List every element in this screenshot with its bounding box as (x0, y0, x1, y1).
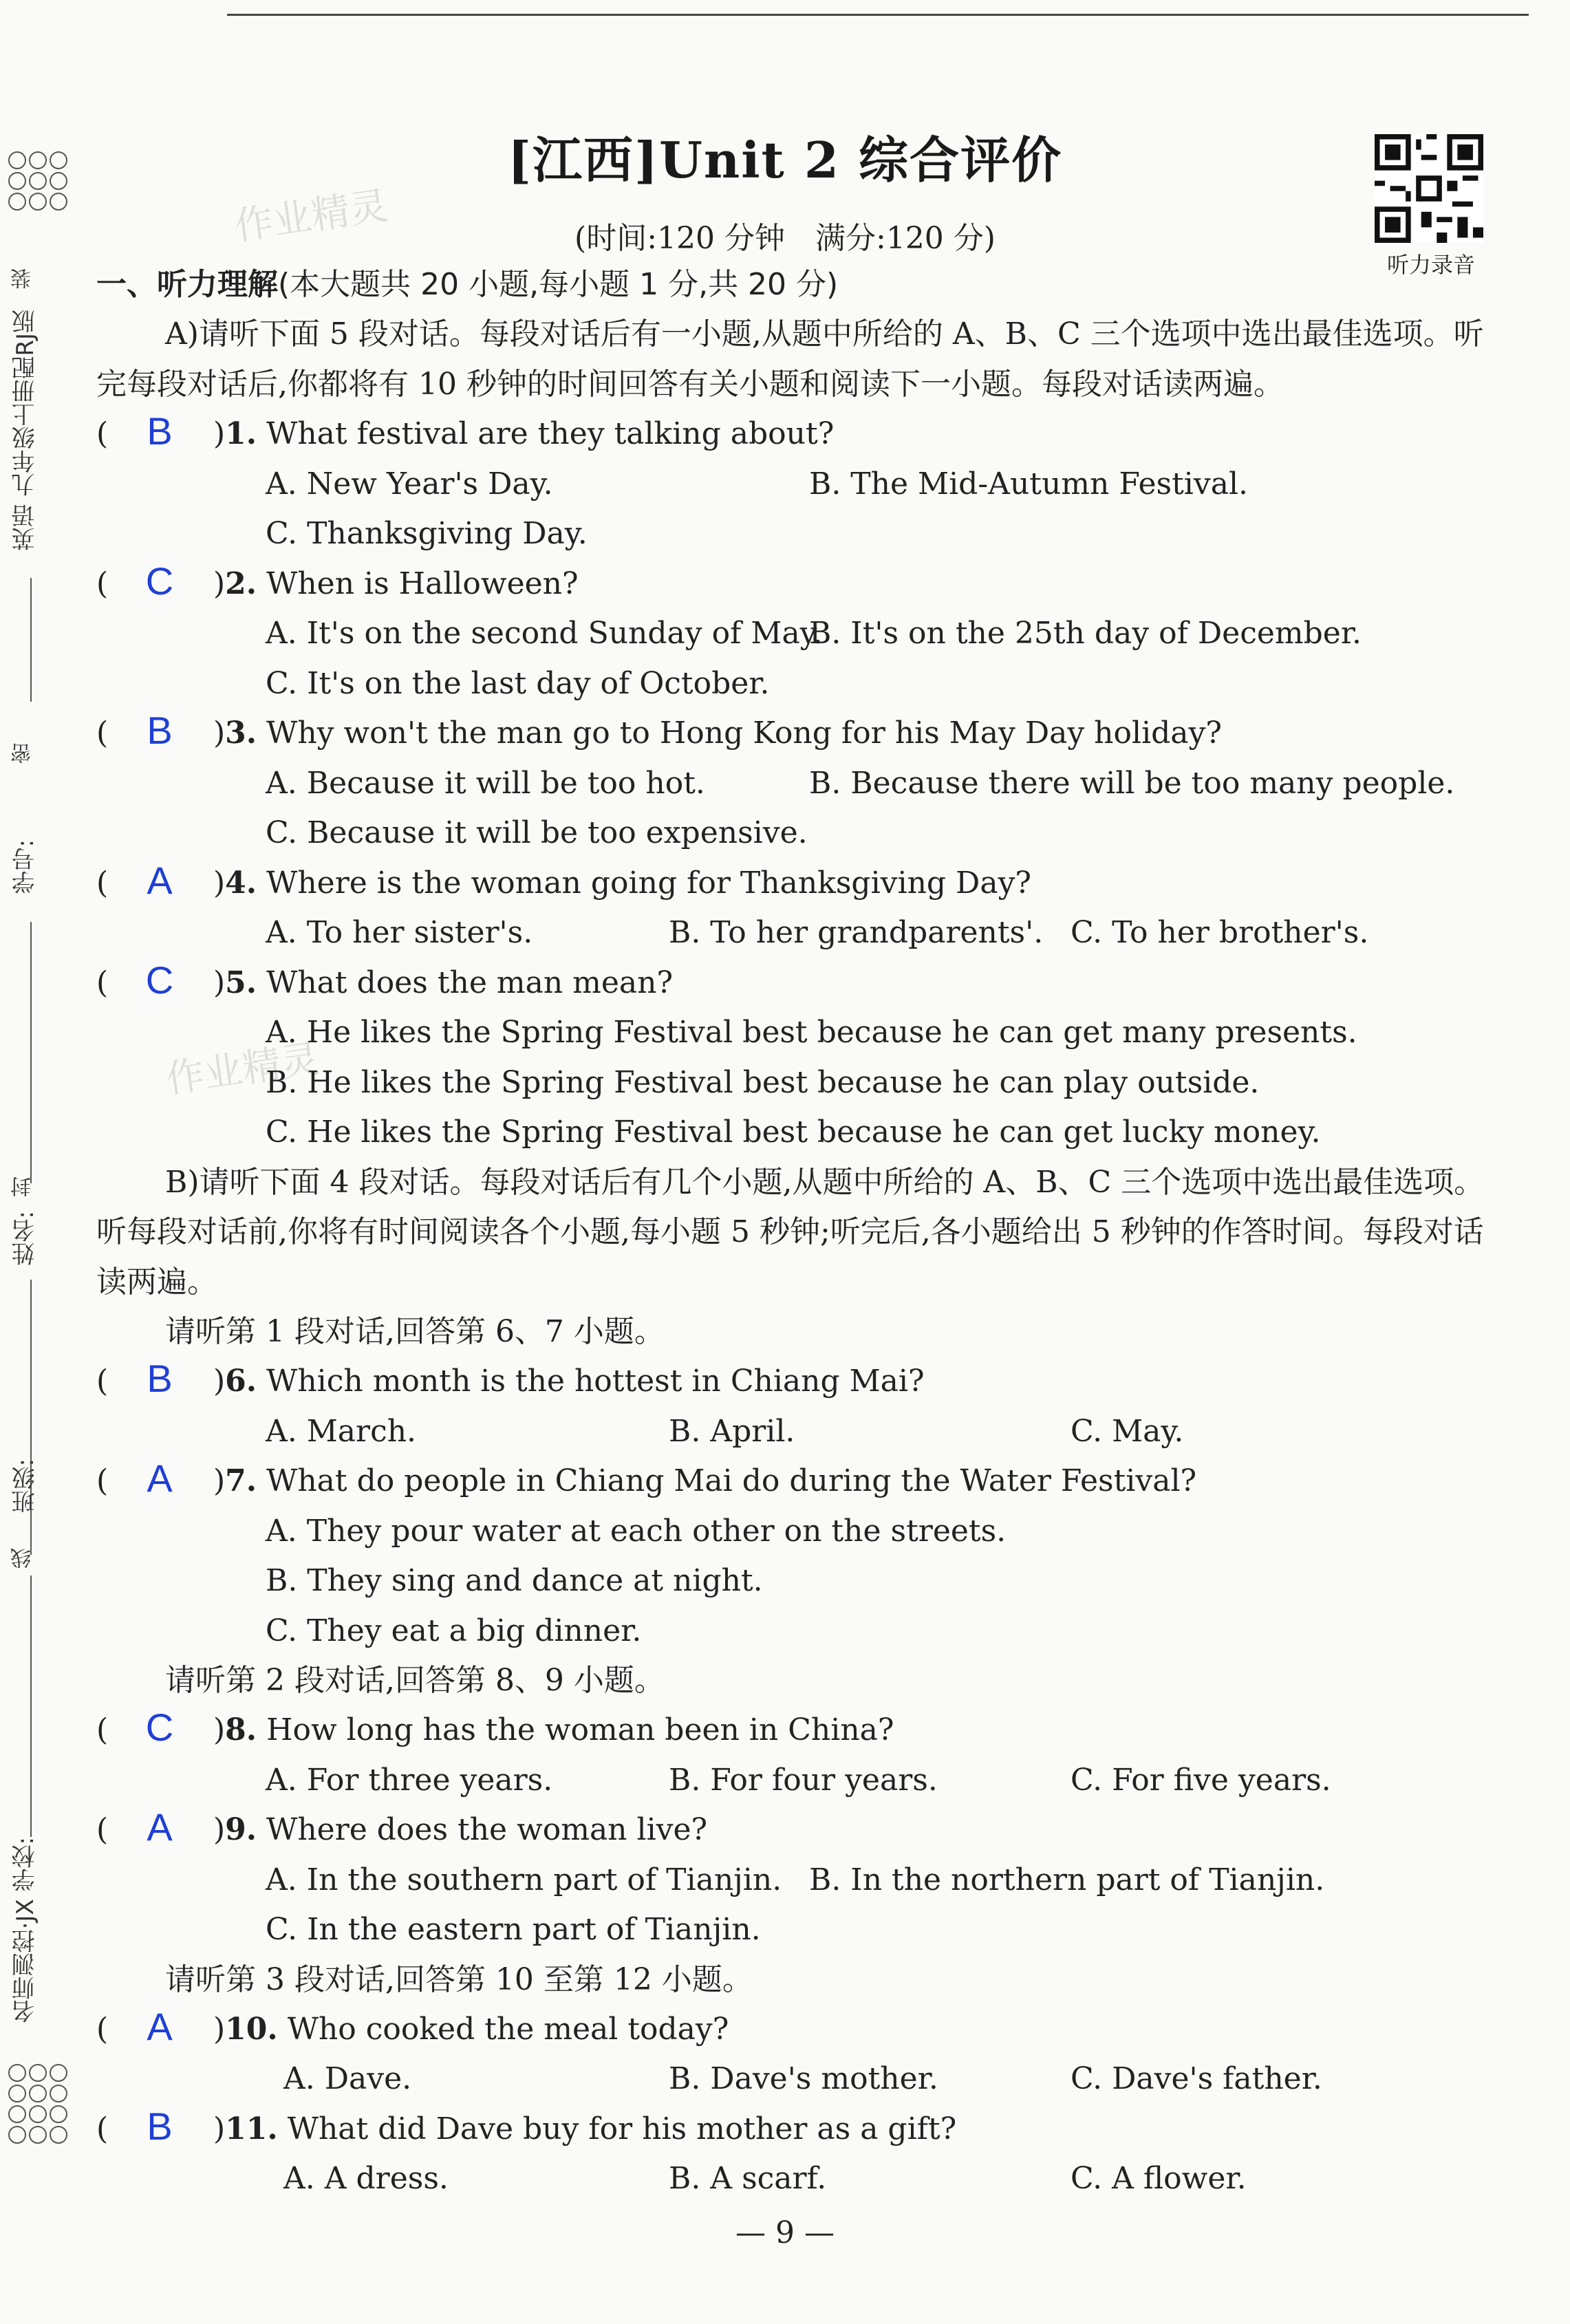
option-a[interactable]: A. March. (266, 1413, 417, 1449)
options-row (96, 908, 1500, 958)
options-row (96, 759, 1500, 809)
dialog-instruction: 请听第 3 段对话,回答第 10 至第 12 小题。 (165, 1961, 753, 1997)
seal-mark-zhuang: 装 (11, 268, 35, 289)
options-row (96, 1556, 1500, 1606)
seal-mark-feng: 封 (11, 1176, 35, 1197)
options-row (96, 609, 1500, 659)
answer-mark[interactable]: B (147, 2104, 173, 2148)
option-b[interactable]: B. Dave's mother. (669, 2061, 938, 2096)
qr-code-icon[interactable] (1375, 134, 1483, 243)
book-label: 英语 九年级上册配RJ版 (12, 310, 39, 551)
question-4: ( A )4. Where is the woman going for Thanksgiving Day? (96, 859, 1500, 909)
option-a[interactable]: A. A dress. (283, 2161, 449, 2196)
options-row (96, 1905, 1500, 1955)
option-b[interactable]: B. They sing and dance at night. (266, 1563, 763, 1598)
option-b[interactable]: B. For four years. (669, 1762, 938, 1798)
option-c[interactable]: C. In the eastern part of Tianjin. (266, 1912, 761, 1947)
options-row (96, 808, 1500, 859)
answer-mark[interactable]: A (147, 2004, 173, 2048)
part-a-instructions: A)请听下面 5 段对话。每段对话后有一小题,从题中所给的 A、B、C 三个选项中选出最佳选项。听完每段对话后,你都将有 10 秒钟的时间回答有关小题和阅读下一小题。每段对话读两遍。 (96, 316, 1484, 402)
option-c[interactable]: C. He likes the Spring Festival best because he can get lucky money. (266, 1115, 1321, 1150)
watermark: 作业精灵 (232, 183, 391, 250)
school-label: 名师测控·JX 学校: (12, 1837, 39, 2023)
margin-rule (30, 578, 32, 702)
option-b[interactable]: B. In the northern part of Tianjin. (809, 1862, 1325, 1897)
qr-caption: 听力录音 (1386, 252, 1475, 278)
answer-mark[interactable]: C (145, 1706, 174, 1749)
page-header (0, 120, 1570, 192)
question-8: ( C )8. How long has the woman been in China? (96, 1706, 1500, 1756)
option-a[interactable]: A. New Year's Day. (266, 466, 553, 502)
name-label: 姓名: (12, 1211, 39, 1266)
question-10: ( A )10. Who cooked the meal today? (96, 2005, 1500, 2055)
options-row (96, 2154, 1500, 2204)
question-11: ( B )11. What did Dave buy for his mother as a gift? (96, 2105, 1500, 2155)
binding-margin (0, 138, 76, 2174)
question-7: ( A )7. What do people in Chiang Mai do during the Water Festival? (96, 1456, 1500, 1507)
options-row (96, 1606, 1500, 1657)
option-a[interactable]: A. It's on the second Sunday of May. (266, 616, 823, 651)
dialog-instruction: 请听第 2 段对话,回答第 8、9 小题。 (165, 1663, 665, 1698)
class-label: 班级: (12, 1459, 39, 1514)
option-c[interactable]: C. May. (1071, 1413, 1184, 1449)
answer-mark[interactable]: A (147, 1805, 173, 1849)
seal-mark-mi: 密 (11, 743, 35, 764)
option-c[interactable]: C. A flower. (1071, 2161, 1247, 2196)
options-row (96, 1507, 1500, 1557)
exam-info: (时间:120 分钟 满分:120 分) (574, 221, 996, 256)
option-a[interactable]: A. They pour water at each other on the streets. (266, 1513, 1007, 1549)
options-row (96, 1855, 1500, 1906)
question-5: ( C )5. What does the man mean? (96, 958, 1500, 1009)
answer-mark[interactable]: B (147, 1357, 173, 1400)
answer-mark[interactable]: C (145, 958, 174, 1002)
option-b[interactable]: B. Because there will be too many people. (809, 765, 1455, 801)
options-row (96, 1407, 1500, 1457)
seal-mark-xian: 线 (11, 1548, 35, 1569)
binding-holes-bottom (8, 2064, 67, 2144)
option-b[interactable]: B. The Mid-Autumn Festival. (809, 466, 1248, 502)
answer-mark[interactable]: B (147, 709, 173, 752)
options-row (96, 1058, 1500, 1108)
question-1: ( B )1. What festival are they talking about? (96, 409, 1500, 460)
listening-section (96, 260, 1500, 2204)
option-c[interactable]: C. Because it will be too expensive. (266, 815, 808, 850)
options-row (96, 460, 1500, 510)
options-row (96, 1108, 1500, 1158)
option-c[interactable]: C. Thanksgiving Day. (266, 516, 588, 551)
option-c[interactable]: C. To her brother's. (1071, 915, 1369, 950)
answer-mark[interactable]: A (147, 858, 173, 902)
option-a[interactable]: A. To her sister's. (266, 915, 533, 950)
option-b[interactable]: B. April. (669, 1413, 795, 1449)
question-2: ( C )2. When is Halloween? (96, 559, 1500, 610)
option-a[interactable]: A. Because it will be too hot. (266, 765, 705, 801)
option-a[interactable]: A. For three years. (266, 1762, 553, 1798)
options-row (96, 659, 1500, 709)
option-c[interactable]: C. They eat a big dinner. (266, 1613, 642, 1648)
question-6: ( B )6. Which month is the hottest in Chiang Mai? (96, 1357, 1500, 1407)
margin-rule (30, 922, 32, 1183)
margin-rule (30, 1575, 32, 1837)
margin-rule (30, 1280, 32, 1555)
option-b[interactable]: B. It's on the 25th day of December. (809, 616, 1362, 651)
watermark: 作业精灵 (163, 1036, 323, 1103)
option-b[interactable]: B. To her grandparents'. (669, 915, 1044, 950)
option-c[interactable]: C. Dave's father. (1071, 2061, 1322, 2096)
answer-mark[interactable]: C (145, 559, 174, 603)
options-row (96, 509, 1500, 559)
section-heading: 一、听力理解(本大题共 20 小题,每小题 1 分,共 20 分) (96, 267, 839, 302)
question-3: ( B )3. Why won't the man go to Hong Kong for his May Day holiday? (96, 709, 1500, 759)
student-number-label: 学号: (12, 839, 39, 894)
page-title: [江西]Unit 2 综合评价 (507, 131, 1063, 189)
top-rule (227, 14, 1529, 16)
option-b[interactable]: B. He likes the Spring Festival best because he can play outside. (266, 1064, 1260, 1100)
option-c[interactable]: C. It's on the last day of October. (266, 665, 770, 701)
dialog-instruction: 请听第 1 段对话,回答第 6、7 小题。 (165, 1314, 665, 1349)
option-a[interactable]: A. He likes the Spring Festival best because he can get many presents. (266, 1015, 1357, 1050)
options-row (96, 1008, 1500, 1058)
options-row (96, 1756, 1500, 1806)
option-a[interactable]: A. Dave. (283, 2061, 412, 2096)
option-a[interactable]: A. In the southern part of Tianjin. (266, 1862, 782, 1897)
part-b-instructions: B)请听下面 4 段对话。每段对话后有几个小题,从题中所给的 A、B、C 三个选项中选出最佳选项。听每段对话前,你将有时间阅读各个小题,每小题 5 秒钟;听完后,各小题给出 5 秒钟的作答时间。每段对话读两遍。 (96, 1164, 1485, 1300)
answer-mark[interactable]: A (147, 1456, 173, 1500)
question-9: ( A )9. Where does the woman live? (96, 1805, 1500, 1855)
option-b[interactable]: B. A scarf. (669, 2161, 827, 2196)
option-c[interactable]: C. For five years. (1071, 1762, 1331, 1798)
page-number: — 9 — (735, 2215, 835, 2250)
answer-mark[interactable]: B (147, 409, 173, 453)
options-row (96, 2054, 1500, 2105)
